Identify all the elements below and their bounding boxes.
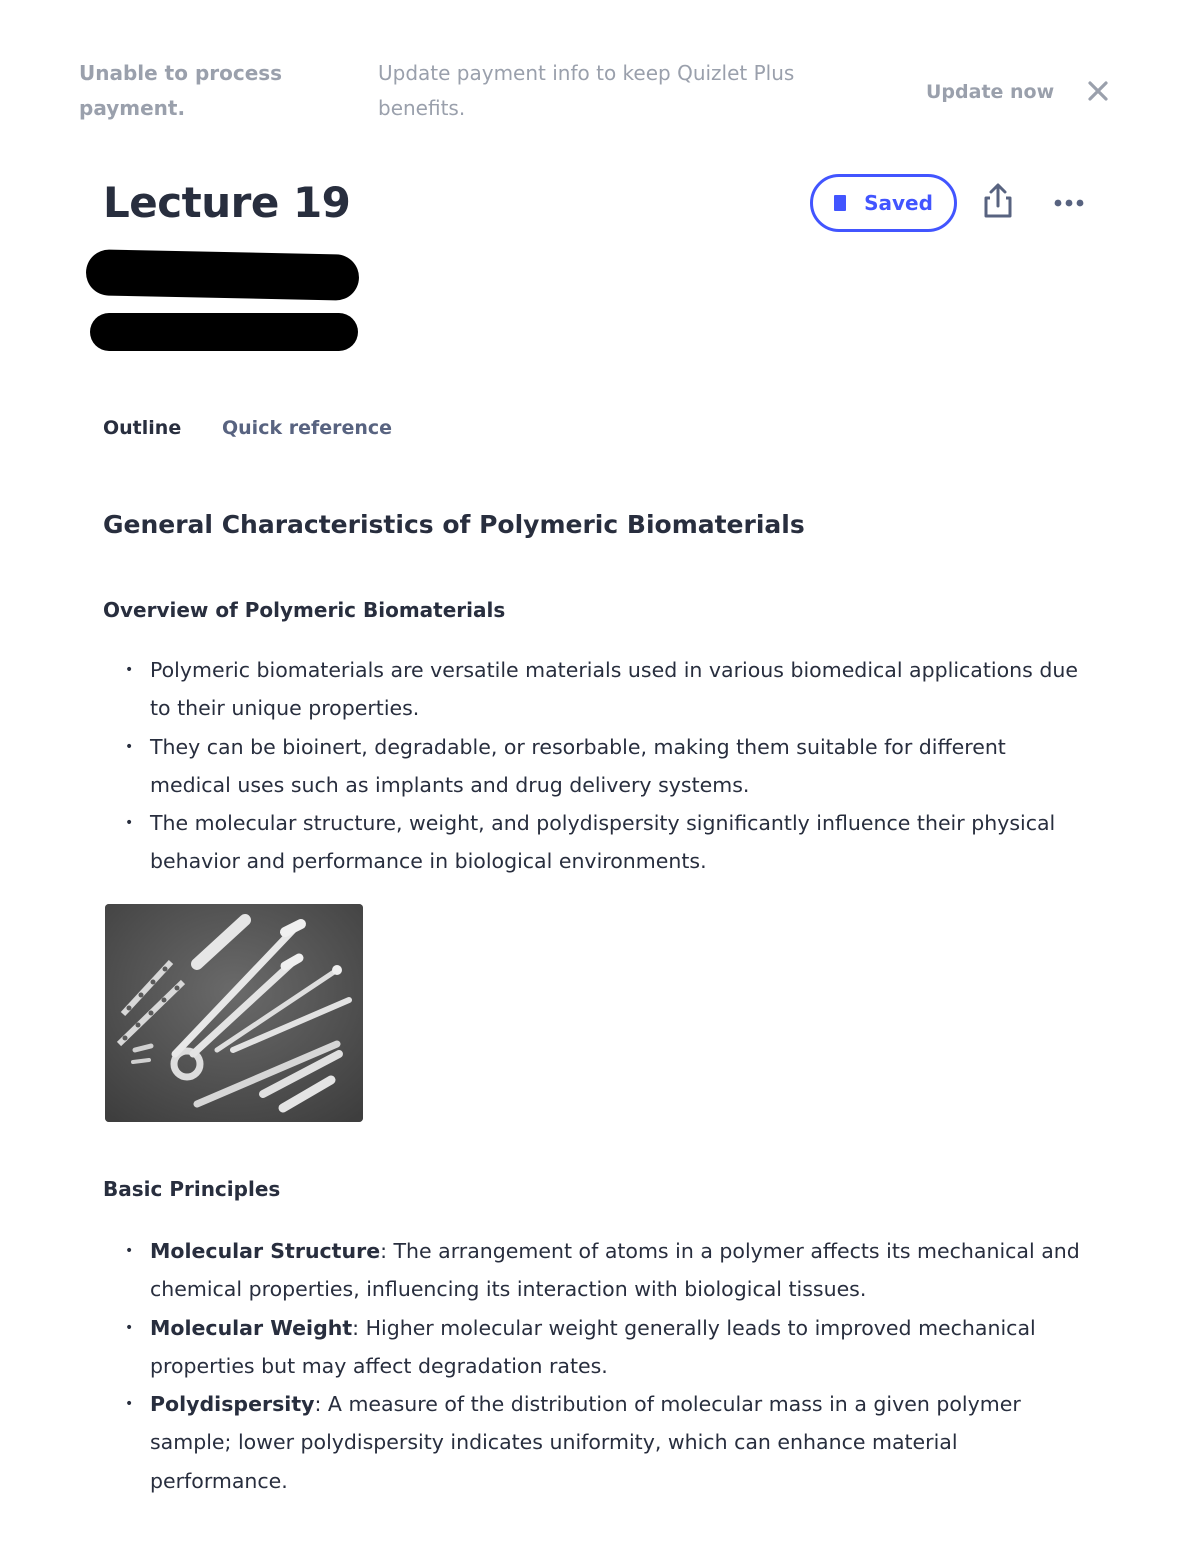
list-item: • Polymeric biomaterials are versatile materials used in various biomedical applications due to their unique properties.	[125, 651, 1083, 728]
close-icon[interactable]	[1084, 77, 1112, 105]
saved-label: Saved	[864, 191, 933, 215]
list-item	[125, 1232, 1083, 1309]
tab-outline[interactable]: Outline	[103, 417, 182, 439]
definition: : Higher molecular weight generally leads to improved mechanical properties but may affect degradation rates.	[150, 1315, 1036, 1378]
subsection-title: Basic Principles	[103, 1177, 281, 1201]
banner-message: Update payment info to keep Quizlet Plus benefits.	[378, 61, 795, 120]
list-item: • The molecular structure, weight, and polydispersity significantly influence their physical behavior and performance in biological environments.	[125, 804, 1083, 881]
term: Molecular Structure	[150, 1239, 381, 1263]
list-item	[125, 1309, 1083, 1386]
section-heading: General Characteristics of Polymeric Biomaterials	[103, 510, 805, 539]
content-main	[103, 505, 1083, 545]
list-item	[125, 1385, 1083, 1500]
overview-list	[103, 651, 1083, 881]
payment-banner	[0, 56, 1200, 136]
redacted-author-line	[86, 249, 360, 301]
principles-list	[103, 1232, 1083, 1500]
subsection-title: Overview of Polymeric Biomaterials	[103, 598, 506, 622]
saved-button[interactable]	[810, 174, 957, 232]
more-icon[interactable]	[1050, 188, 1088, 218]
banner-title: Unable to process payment.	[79, 61, 283, 120]
term: Polydispersity	[150, 1392, 315, 1417]
update-now-link[interactable]: Update now	[926, 81, 1055, 103]
definition: : A measure of the distribution of molecular mass in a given polymer sample; lower polydispersity indicates uniformity, which can enhance material performance.	[150, 1392, 1021, 1493]
list-item: • They can be bioinert, degradable, or resorbable, making them suitable for different medical uses such as implants and drug delivery systems.	[125, 728, 1083, 805]
bookmark-icon	[834, 195, 846, 211]
implants-image	[105, 904, 363, 1122]
page-title: Lecture 19	[103, 178, 351, 227]
tab-quick-reference[interactable]: Quick reference	[222, 417, 393, 439]
share-icon[interactable]	[980, 182, 1016, 222]
term: Molecular Weight	[150, 1315, 353, 1340]
redacted-author-line	[90, 313, 358, 351]
definition: : The arrangement of atoms in a polymer affects its mechanical and chemical properties, influencing its interaction with biological tissues.	[150, 1239, 1080, 1302]
